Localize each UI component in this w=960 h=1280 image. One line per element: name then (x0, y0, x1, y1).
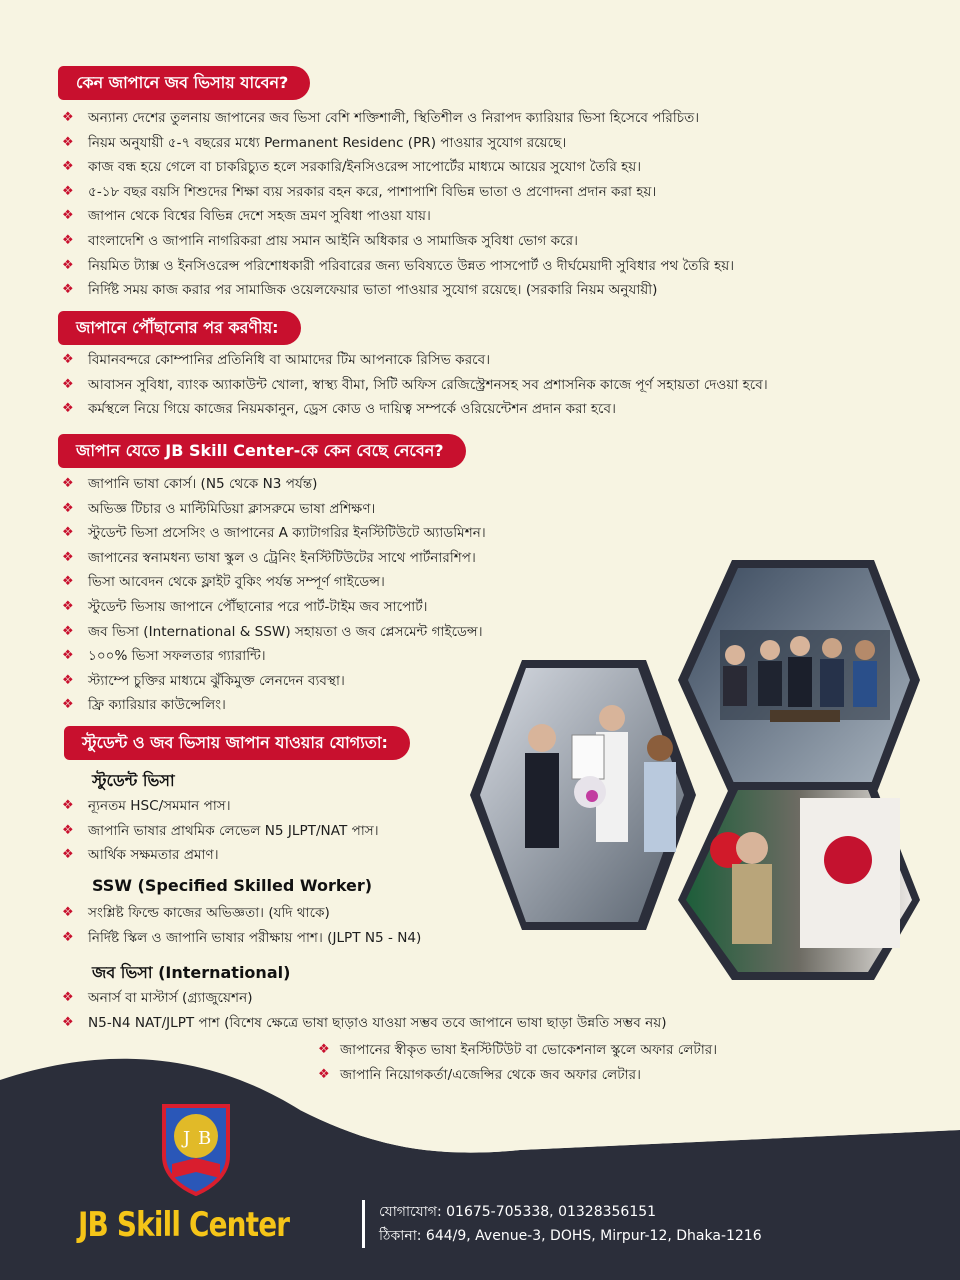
list-item: ❖ নির্দিষ্ট সময় কাজ করার পর সামাজিক ওয়েলফেয়ার ভাতা পাওয়ার সুযোগ রয়েছে। (সরকারি নিয়ম অনুযায়ী) (62, 278, 734, 303)
list-item: ❖ স্ট্যাম্পে চুক্তির মাধ্যমে ঝুঁকিমুক্ত লেনদেন ব্যবস্থা। (62, 669, 486, 694)
ssw-list (62, 901, 421, 950)
diamond-bullet-icon: ❖ (62, 476, 74, 491)
diamond-bullet-icon: ❖ (62, 549, 74, 565)
diamond-bullet-icon: ❖ (62, 134, 74, 150)
section-heading-why-jb: জাপান যেতে JB Skill Center-কে কেন বেছে নেবেন? (58, 434, 466, 468)
diamond-bullet-icon: ❖ (62, 672, 74, 688)
diamond-bullet-icon: ❖ (62, 697, 74, 713)
list-item: ❖ ফ্রি ক্যারিয়ার কাউন্সেলিং। (62, 693, 486, 718)
student-visa-title: স্টুডেন্ট ভিসা (92, 771, 175, 790)
photo-welcome (470, 660, 696, 930)
why-jb-list (62, 472, 486, 718)
section-heading-after-arrival: জাপানে পৌঁছানোর পর করণীয়: (58, 311, 301, 345)
photo-flags (678, 782, 920, 980)
diamond-bullet-icon: ❖ (62, 500, 74, 516)
list-item: ❖ জাপানি ভাষার প্রাথমিক লেভেল N5 JLPT/NAT পাস। (62, 819, 379, 844)
list-item: ❖ স্টুডেন্ট ভিসায় জাপানে পৌঁছানোর পরে পার্ট-টাইম জব সাপোর্ট। (62, 595, 486, 620)
diamond-bullet-icon: ❖ (318, 1066, 330, 1082)
list-item: ❖ কর্মস্থলে নিয়ে গিয়ে কাজের নিয়মকানুন, ড্রেস কোড ও দায়িত্ব সম্পর্কে ওরিয়েন্টেশন প্রদান করা হবে। (62, 397, 768, 422)
list-item: ❖ জাপান থেকে বিশ্বের বিভিন্ন দেশে সহজ ভ্রমণ সুবিধা পাওয়া যায়। (62, 204, 734, 229)
list-item: ❖ নিয়ম অনুযায়ী ৫-৭ বছরের মধ্যে Permanent Residenc (PR) পাওয়ার সুযোগ রয়েছে। (62, 131, 734, 156)
diamond-bullet-icon: ❖ (62, 990, 74, 1005)
diamond-bullet-icon: ❖ (62, 183, 74, 199)
student-visa-list (62, 794, 379, 868)
list-item: ❖ অনার্স বা মাস্টার্স (গ্র্যাজুয়েশন) (62, 986, 667, 1011)
diamond-bullet-icon: ❖ (62, 525, 74, 541)
diamond-bullet-icon: ❖ (62, 574, 74, 590)
list-item: ❖ জাপানের স্বীকৃত ভাষা ইনস্টিটিউট বা ভোকেশনাল স্কুলে অফার লেটার। (318, 1038, 717, 1063)
diamond-bullet-icon: ❖ (62, 1014, 74, 1030)
diamond-bullet-icon: ❖ (62, 905, 74, 920)
diamond-bullet-icon: ❖ (62, 208, 74, 224)
diamond-bullet-icon: ❖ (62, 352, 74, 367)
list-item: ❖ নিয়মিত ট্যাক্স ও ইনসিওরেন্স পরিশোধকারী পরিবারের জন্য ভবিষ্যতে উন্নত পাসপোর্ট ও দীর্ঘমেয়াদী সুবিধার পথ তৈরি হয়। (62, 254, 734, 279)
diamond-bullet-icon: ❖ (62, 159, 74, 175)
diamond-bullet-icon: ❖ (318, 1042, 330, 1057)
list-item: ❖ জাপানি ভাষা কোর্স। (N5 থেকে N3 পর্যন্ত) (62, 472, 486, 497)
list-item: ❖ স্টুডেন্ট ভিসা প্রসেসিং ও জাপানের A ক্যাটাগরির ইনস্টিটিউটে অ্যাডমিশন। (62, 521, 486, 546)
section-heading-why-japan: কেন জাপানে জব ভিসায় যাবেন? (58, 66, 310, 100)
jb-logo-icon (158, 1100, 234, 1196)
diamond-bullet-icon: ❖ (62, 847, 74, 863)
list-item: ❖ অভিজ্ঞ টিচার ও মাল্টিমিডিয়া ক্লাসরুমে ভাষা প্রশিক্ষণ। (62, 497, 486, 522)
why-japan-list (62, 106, 734, 303)
list-item: ❖ ভিসা আবেদন থেকে ফ্লাইট বুকিং পর্যন্ত সম্পূর্ণ গাইডেন্স। (62, 570, 486, 595)
list-item: ❖ জাপানি নিয়োগকর্তা/এজেন্সির থেকে জব অফার লেটার। (318, 1063, 717, 1088)
diamond-bullet-icon: ❖ (62, 822, 74, 838)
list-item: ❖ N5-N4 NAT/JLPT পাশ (বিশেষ ক্ষেত্রে ভাষা ছাড়াও যাওয়া সম্ভব তবে জাপানে ভাষা ছাড়া উন্নতি সম্ভব নয়) (62, 1011, 667, 1036)
list-item: ❖ বিমানবন্দরে কোম্পানির প্রতিনিধি বা আমাদের টিম আপনাকে রিসিভ করবে। (62, 348, 768, 373)
contact-phone: যোগাযোগ: 01675-705338, 01328356151 (379, 1204, 657, 1220)
photo-meeting (678, 560, 920, 800)
list-item: ❖ বাংলাদেশি ও জাপানি নাগরিকরা প্রায় সমান আইনি অধিকার ও সামাজিক সুবিধা ভোগ করে। (62, 229, 734, 254)
photo-collage (470, 560, 920, 980)
list-item: ❖ সংশ্লিষ্ট ফিল্ডে কাজের অভিজ্ঞতা। (যদি থাকে) (62, 901, 421, 926)
list-item: ❖ জাপানের স্বনামধন্য ভাষা স্কুল ও ট্রেনিং ইনস্টিটিউটের সাথে পার্টনারশিপ। (62, 546, 486, 571)
diamond-bullet-icon: ❖ (62, 929, 74, 945)
list-item: ❖ কাজ বন্ধ হয়ে গেলে বা চাকরিচ্যুত হলে সরকারি/ইনসিওরেন্স সাপোর্টের মাধ্যমে আয়ের সুযোগ তৈরি হয়। (62, 155, 734, 180)
diamond-bullet-icon: ❖ (62, 376, 74, 392)
diamond-bullet-icon: ❖ (62, 282, 74, 298)
brand-name: JB Skill Center (78, 1205, 290, 1245)
list-item: ❖ আবাসন সুবিধা, ব্যাংক অ্যাকাউন্ট খোলা, স্বাস্থ্য বীমা, সিটি অফিস রেজিস্ট্রেশনসহ সব প্রশাসনিক কাজে পূর্ণ সহায়তা দেওয়া হবে। (62, 373, 768, 398)
diamond-bullet-icon: ❖ (62, 110, 74, 125)
diamond-bullet-icon: ❖ (62, 232, 74, 248)
logo-letter-j: J (183, 1128, 191, 1149)
list-item: ❖ আর্থিক সক্ষমতার প্রমাণ। (62, 843, 379, 868)
list-item: ❖ ৫-১৮ বছর বয়সি শিশুদের শিক্ষা ব্যয় সরকার বহন করে, পাশাপাশি বিভিন্ন ভাতা ও প্রণোদনা প্রদান করা হয়। (62, 180, 734, 205)
ssw-title: SSW (Specified Skilled Worker) (92, 876, 373, 895)
contact-block (362, 1200, 762, 1248)
diamond-bullet-icon: ❖ (62, 623, 74, 639)
diamond-bullet-icon: ❖ (62, 798, 74, 813)
contact-address: ঠিকানা: 644/9, Avenue-3, DOHS, Mirpur-12, Dhaka-1216 (379, 1228, 762, 1244)
list-item: ❖ ন্যূনতম HSC/সমমান পাস। (62, 794, 379, 819)
section-heading-eligibility: স্টুডেন্ট ও জব ভিসায় জাপান যাওয়ার যোগ্যতা: (64, 726, 410, 760)
list-item: ❖ অন্যান্য দেশের তুলনায় জাপানের জব ভিসা বেশি শক্তিশালী, স্থিতিশীল ও নিরাপদ ক্যারিয়ার ভিসা হিসেবে পরিচিত। (62, 106, 734, 131)
after-arrival-list (62, 348, 768, 422)
job-visa-title: জব ভিসা (International) (92, 963, 291, 982)
logo-letter-b: B (198, 1128, 212, 1149)
list-item: ❖ ১০০% ভিসা সফলতার গ্যারান্টি। (62, 644, 486, 669)
diamond-bullet-icon: ❖ (62, 257, 74, 273)
job-visa-extra-list (318, 1038, 717, 1087)
list-item: ❖ নির্দিষ্ট স্কিল ও জাপানি ভাষার পরীক্ষায় পাশ। (JLPT N5 - N4) (62, 926, 421, 951)
list-item: ❖ জব ভিসা (International & SSW) সহায়তা ও জব প্লেসমেন্ট গাইডেন্স। (62, 620, 486, 645)
diamond-bullet-icon: ❖ (62, 401, 74, 417)
diamond-bullet-icon: ❖ (62, 598, 74, 614)
diamond-bullet-icon: ❖ (62, 648, 74, 664)
